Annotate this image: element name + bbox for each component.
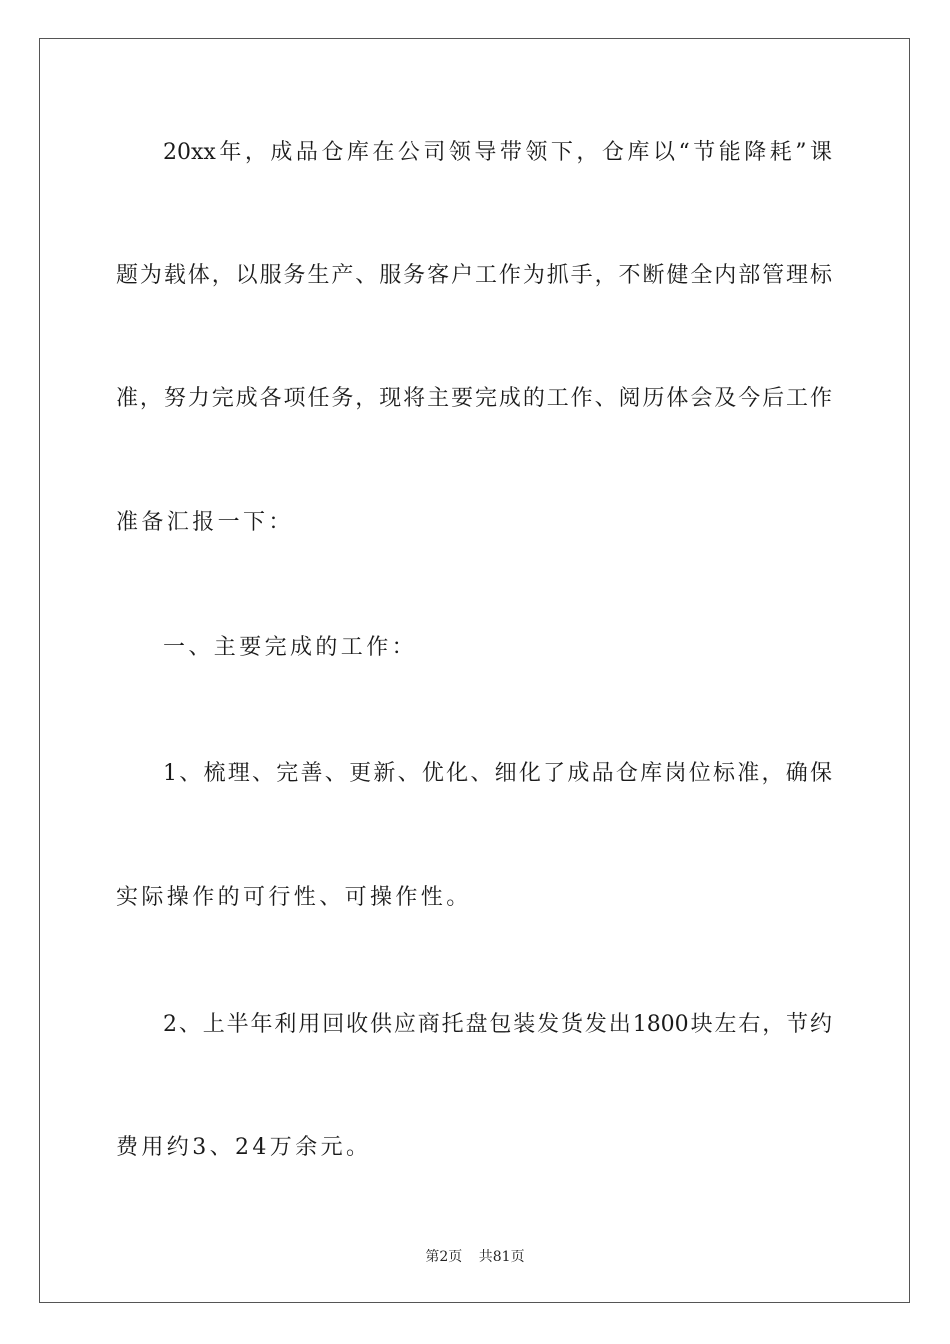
body-line-7: 实际操作的可行性、可操作性。	[116, 885, 472, 910]
body-line-3: 准，努力完成各项任务，现将主要完成的工作、阅历体会及今后工作	[116, 386, 832, 411]
body-line-9: 费用约3、24万余元。	[116, 1135, 372, 1160]
page-number: 第2页	[425, 1249, 463, 1265]
page-footer	[0, 1248, 950, 1266]
body-line-8: 2、上半年利用回收供应商托盘包装发货发出1800块左右，节约	[163, 1012, 832, 1037]
body-line-2: 题为载体，以服务生产、服务客户工作为抓手，不断健全内部管理标	[116, 263, 832, 288]
body-line-4: 准备汇报一下：	[116, 510, 294, 535]
body-line-6: 1、梳理、完善、更新、优化、细化了成品仓库岗位标准，确保	[163, 761, 832, 786]
section-heading: 一、主要完成的工作：	[163, 635, 418, 660]
body-line-1: 20xx年，成品仓库在公司领导带领下，仓库以“节能降耗”课	[163, 140, 832, 165]
page-border	[39, 38, 910, 1303]
page-total: 共81页	[478, 1249, 525, 1265]
